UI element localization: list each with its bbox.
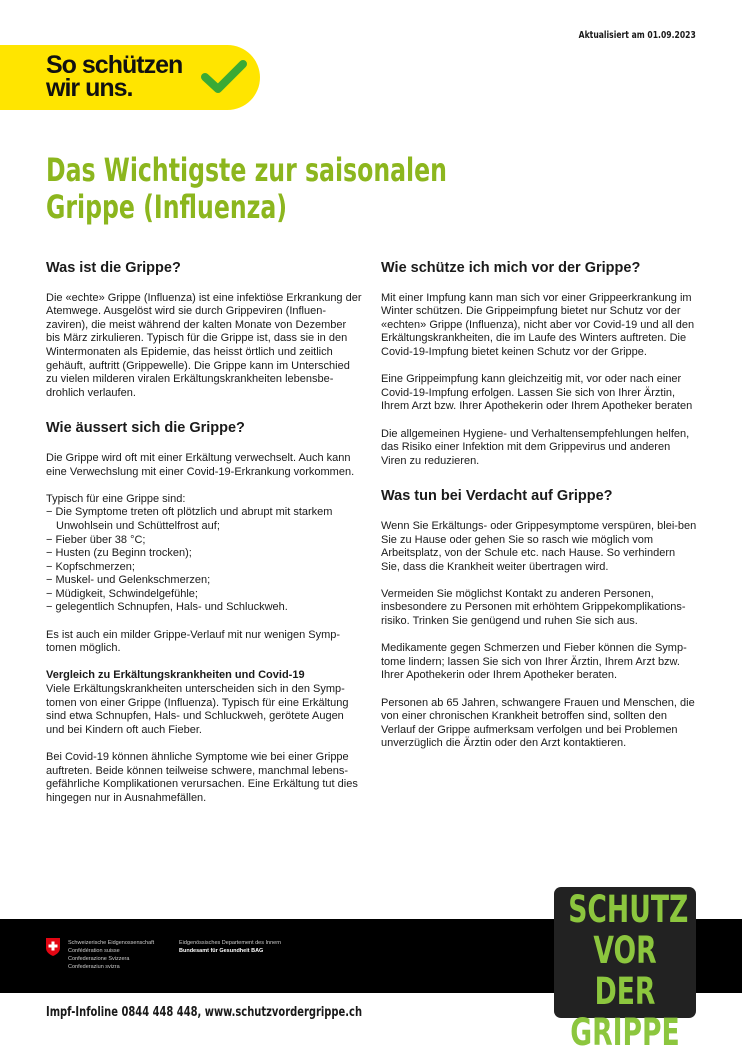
section-heading: Was tun bei Verdacht auf Grippe? xyxy=(381,488,613,505)
slogan-line-1: So schützen xyxy=(46,51,183,79)
confederation-fr: Confédération suisse xyxy=(68,948,120,954)
confederation-rm: Confederaziun svizra xyxy=(68,964,120,970)
page-title: Das Wichtigste zur saisonalen Grippe (Influenza) xyxy=(46,151,447,226)
confederation-it: Confederazione Svizzera xyxy=(68,956,130,962)
section xyxy=(381,490,697,751)
slogan-banner xyxy=(0,45,260,110)
symptom-list xyxy=(46,506,362,615)
paragraph-text: Eine Grippeimpfung kann gleichzeitig mit, vor oder nach einer Covid-19-Impfung erfolgen. Lassen Sie sich von Ihrer Ärztin, Ihrem Arzt bzw. Ihrer Apothekerin oder Ihrem Apotheker beraten xyxy=(381,373,693,413)
right-column xyxy=(381,262,697,773)
confederation-de: Schweizerische Eidgenossenschaft xyxy=(68,940,155,946)
campaign-logo xyxy=(554,887,696,1054)
paragraph-text: Personen ab 65 Jahren, schwangere Frauen und Menschen, die von einer chronischen Krankheit betroffen sind, sollten den Verlauf der Grippe aufmerksam verfolgen und bei Problemen unverzüglich die Ärztin oder den Arzt kontaktieren. xyxy=(381,696,695,750)
paragraph-text: Medikamente gegen Schmerzen und Fieber können die Symp-tome lindern; lassen Sie sich von Ihrer Ärztin, Ihrem Arzt bzw. Ihrer Apothekerin oder Ihrem Apotheker beraten. xyxy=(381,642,687,682)
department xyxy=(179,939,281,955)
list-item: − Kopfschmerzen; xyxy=(46,561,362,575)
paragraph-text: Viele Erkältungskrankheiten unterscheiden sich in den Symp-tomen von einer Grippe (Influenza). Typisch für eine Erkältung sind etwa Schnupfen, Hals- und Schluckweh, gerötete Augen und bei Kindern oft auch Fieber. xyxy=(46,683,349,736)
list-item: − Fieber über 38 °C; xyxy=(46,534,362,548)
paragraph xyxy=(46,292,362,401)
list-item: − Muskel- und Gelenkschmerzen; xyxy=(46,574,362,588)
paragraph-text: Vermeiden Sie möglichst Kontakt zu anderen Personen, insbesondere zu Personen mit erhöhtem Grippekomplikations-risiko. Trinken Sie genügend und ruhen Sie sich aus. xyxy=(381,587,686,628)
paragraph-text: Die «echte» Grippe (Influenza) ist eine infektiöse Erkrankung der Atemwege. Ausgelöst wird sie durch Grippeviren (Influen-zaviren), die meist während der kalten Monate von Dezember bis März zirkulieren. Typisch für die Grippe ist, dass sie in den Wintermonaten als Epidemie, das heisst örtlich und zeitlich gehäuft, auftritt (Grippewelle). Die Grippe kann im Unterschied zu vielen milderen viralen Erkältungskrankheiten lebensbe-drohlich verlaufen. xyxy=(46,291,362,399)
subheading: Vergleich zu Erkältungskrankheiten und Covid-19 xyxy=(46,669,305,682)
section xyxy=(46,262,362,400)
paragraph-text: Es ist auch ein milder Grippe-Verlauf mit nur wenigen Symp-tomen möglich. xyxy=(46,628,341,655)
paragraph xyxy=(381,642,697,683)
left-column xyxy=(46,262,362,827)
paragraph xyxy=(46,669,362,737)
paragraph xyxy=(381,428,697,469)
paragraph xyxy=(381,520,697,574)
list-intro: Typisch für eine Grippe sind: xyxy=(46,492,186,505)
paragraph xyxy=(381,292,697,360)
section-heading: Wie äussert sich die Grippe? xyxy=(46,420,245,437)
paragraph xyxy=(46,751,362,805)
department-name: Eidgenössisches Departement des Innern xyxy=(179,940,282,946)
logo-line: SCHUTZ xyxy=(568,888,689,931)
section xyxy=(381,262,697,468)
paragraph-text: Bei Covid-19 können ähnliche Symptome wie bei einer Grippe auftreten. Beide können teilweise schwere, manchmal lebens-gefährliche Komplikationen verursachen. Eine Erkältung tut dies hingegen nur in Ausnahmefällen. xyxy=(46,751,358,804)
list-item: − gelegentlich Schnupfen, Hals- und Schluckweh. xyxy=(46,601,362,615)
confederation-names xyxy=(68,939,154,971)
list-item: − Die Symptome treten oft plötzlich und abrupt mit starkem Unwohlsein und Schüttelfrost auf; xyxy=(46,506,362,533)
paragraph xyxy=(381,588,697,629)
logo-line: VOR DER xyxy=(593,929,657,1013)
infoline-footer: Impf-Infoline 0844 448 448, www.schutzvordergrippe.ch xyxy=(46,1005,363,1020)
list-item: − Müdigkeit, Schwindelgefühle; xyxy=(46,588,362,602)
paragraph xyxy=(46,629,362,656)
paragraph-text: Wenn Sie Erkältungs- oder Grippesymptome verspüren, blei-ben Sie zu Hause oder gehen Sie so rasch wie möglich vom Arbeitsplatz, von der Schule etc. nach Hause. So verhindern Sie, dass die Krankheit weiter übertragen wird. xyxy=(381,519,697,573)
paragraph-text: Die Grippe wird oft mit einer Erkältung verwechselt. Auch kann eine Verwechslung mit einer Covid-19-Erkrankung vorkommen. xyxy=(46,451,355,478)
section xyxy=(46,422,362,805)
slogan-line-2: wir uns. xyxy=(46,74,133,102)
paragraph xyxy=(46,452,362,479)
slogan xyxy=(46,51,183,102)
section-heading: Wie schütze ich mich vor der Grippe? xyxy=(381,260,641,276)
checkmark-icon xyxy=(200,58,248,96)
office-name: Bundesamt für Gesundheit BAG xyxy=(179,948,264,954)
paragraph xyxy=(381,697,697,751)
paragraph-text: Die allgemeinen Hygiene- und Verhaltensempfehlungen helfen, das Risiko einer Infektion mit dem Grippevirus und anderen Viren zu reduzieren. xyxy=(381,427,690,467)
paragraph xyxy=(381,373,697,414)
swiss-shield-icon xyxy=(46,938,60,956)
updated-date: Aktualisiert am 01.09.2023 xyxy=(578,30,696,41)
paragraph-text: Mit einer Impfung kann man sich vor einer Grippeerkrankung im Winter schützen. Die Grippeimpfung bietet nur Schutz vor der «echten» Grippe (Influenza), nicht aber vor Covid-19 und all den Erkältungskrankheiten, die im Laufe des Winters auftreten. Die Covid-19-Impfung bietet keinen Schutz vor der Grippe. xyxy=(381,291,695,358)
logo-line: GRIPPE xyxy=(570,1011,680,1054)
section-heading: Was ist die Grippe? xyxy=(46,260,181,276)
list-item: − Husten (zu Beginn trocken); xyxy=(46,547,362,561)
